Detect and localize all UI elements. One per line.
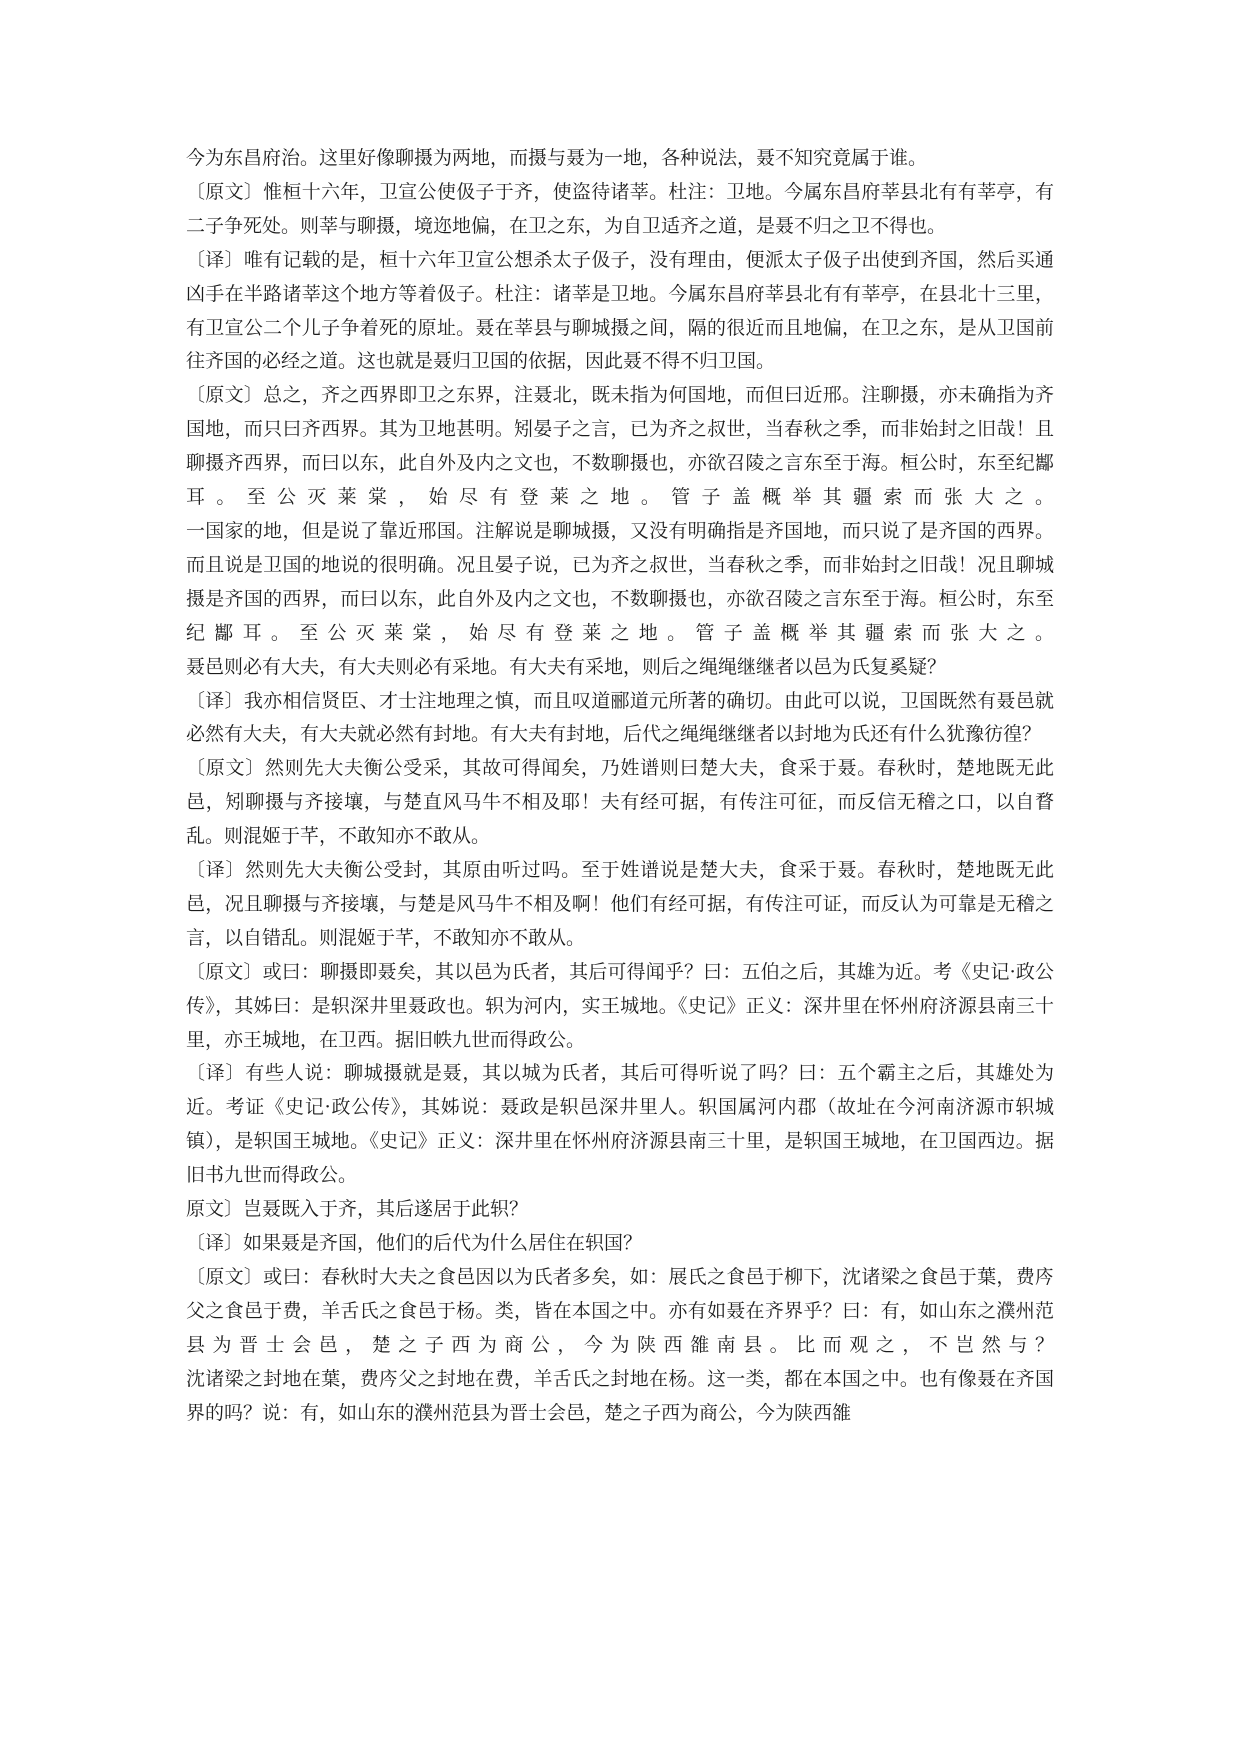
paragraph: 〔原文〕然则先大夫衡公受采，其故可得闻矣，乃姓谱则曰楚大夫，食采于聂。春秋时，楚地既无此邑，矧聊摄与齐接壤，与楚直风马牛不相及耶！夫有经可据，有传注可征，而反信无稽之口，以自瞀乱。则混姬于芊，不敢知亦不敢从。 (186, 757, 1054, 848)
paragraph: 〔译〕唯有记载的是，桓十六年卫宣公想杀太子伋子，没有理由，便派太子伋子出使到齐国，然后买通凶手在半路诸莘这个地方等着伋子。杜注：诸莘是卫地。今属东昌府莘县北有有莘亭，在县北十三里，有卫宣公二个儿子争着死的原址。聂在莘县与聊城摄之间，隔的很近而且地偏，在卫之东，是从卫国前往齐国的必经之道。这也就是聂归卫国的依据，因此聂不得不归卫国。 (186, 248, 1054, 373)
paragraph: 〔原文〕总之，齐之西界即卫之东界，注聂北，既未指为何国地，而但曰近邢。注聊摄，亦未确指为齐国地，而只曰齐西界。其为卫地甚明。矧晏子之言，已为齐之叔世，当春秋之季，而非始封之旧哉！且聊摄齐西界，而曰以东，此自外及内之文也，不数聊摄也，亦欲召陵之言东至于海。桓公时，东至纪酅耳。至公灭莱棠，始尽有登莱之地。管子盖概举其疆索而张大之。 (186, 384, 1054, 509)
paragraph: 〔译〕有些人说：聊城摄就是聂，其以城为氏者，其后可得听说了吗？曰：五个霸主之后，其雄处为近。考证《史记·政公传》，其姊说：聂政是轵邑深井里人。轵国属河内郡（故址在今河南济源市轵城镇），是轵国王城地。《史记》正义：深井里在怀州府济源县南三十里，是轵国王城地，在卫国西边。据旧书九世而得政公。 (186, 1062, 1054, 1187)
paragraph: 〔原文〕或曰：聊摄即聂矣，其以邑为氏者，其后可得闻乎？曰：五伯之后，其雄为近。考《史记·政公传》，其姊曰：是轵深井里聂政也。轵为河内，实王城地。《史记》正义：深井里在怀州府济源县南三十里，亦王城地，在卫西。据旧帙九世而得政公。 (186, 960, 1054, 1051)
paragraph: 〔原文〕惟桓十六年，卫宣公使伋子于齐，使盗待诸莘。杜注：卫地。今属东昌府莘县北有有莘亭，有二子争死处。则莘与聊摄，境迩地偏，在卫之东，为自卫适齐之道，是聂不归之卫不得也。 (186, 180, 1054, 237)
paragraph: 〔原文〕或曰：春秋时大夫之食邑因以为氏者多矣，如：展氏之食邑于柳下，沈诸梁之食邑于葉，费庈父之食邑于费，羊舌氏之食邑于杨。类，皆在本国之中。亦有如聂在齐界乎？曰：有，如山东之濮州范县为晋士会邑，楚之子西为商公，今为陕西雒南县。比而观之，不岂然与？ (186, 1265, 1054, 1356)
paragraph: 聂邑则必有大夫，有大夫则必有采地。有大夫有采地，则后之绳绳继继者以邑为氏复奚疑？ (186, 655, 947, 678)
paragraph: 〔译〕如果聂是齐国，他们的后代为什么居住在轵国？ (186, 1232, 643, 1254)
paragraph: 〔译〕然则先大夫衡公受封，其原由听过吗。至于姓谱说是楚大夫，食采于聂。春秋时，楚地既无此邑，况且聊摄与齐接壤，与楚是风马牛不相及啊！他们有经可据，有传注可证，而反认为可靠是无稽之言，以自错乱。则混姬于芊，不敢知亦不敢从。 (186, 859, 1054, 949)
paragraph: 原文〕岂聂既入于齐，其后遂居于此轵？ (186, 1198, 529, 1221)
document-body (186, 142, 1054, 1430)
paragraph: 沈诸梁之封地在葉，费庈父之封地在费，羊舌氏之封地在杨。这一类，都在本国之中。也有像聂在齐国界的吗？说：有，如山东的濮州范县为晋士会邑，楚之子西为商公，今为陕西雒 (186, 1367, 1054, 1424)
paragraph: 一国家的地，但是说了靠近邢国。注解说是聊城摄，又没有明确指是齐国地，而只说了是齐国的西界。而且说是卫国的地说的很明确。况且晏子说，已为齐之叔世，当春秋之季，而非始封之旧哉！况且聊城摄是齐国的西界，而曰以东，此自外及内之文也，不数聊摄也，亦欲召陵之言东至于海。桓公时，东至纪酅耳。至公灭莱棠，始尽有登莱之地。管子盖概举其疆索而张大之。 (186, 519, 1054, 644)
paragraph: 今为东昌府治。这里好像聊摄为两地，而摄与聂为一地，各种说法，聂不知究竟属于谁。 (186, 147, 928, 169)
paragraph: 〔译〕我亦相信贤臣、才士注地理之慎，而且叹道郦道元所著的确切。由此可以说，卫国既然有聂邑就必然有大夫，有大夫就必然有封地。有大夫有封地，后代之绳绳继继者以封地为氏还有什么犹豫彷徨？ (186, 689, 1054, 746)
